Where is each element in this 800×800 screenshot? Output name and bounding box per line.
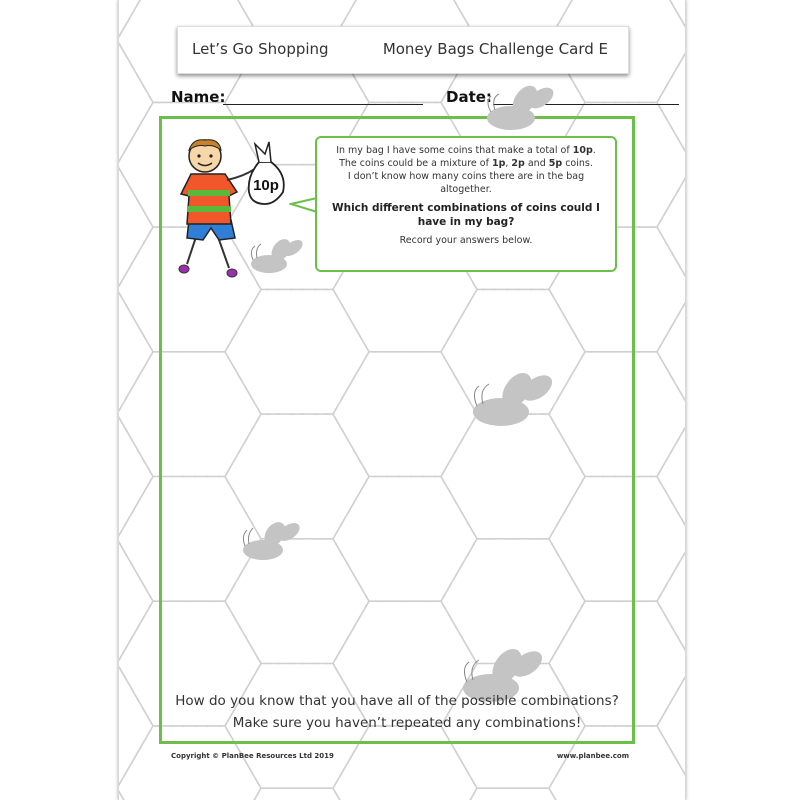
name-label: Name: xyxy=(171,88,226,106)
worksheet-page xyxy=(118,0,686,800)
honeycomb-cell xyxy=(657,539,685,664)
title-banner xyxy=(177,26,629,74)
coins-text: The coins could be a mixture of xyxy=(339,158,492,169)
coin-1p: 1p xyxy=(491,158,506,169)
separator: and xyxy=(524,158,549,169)
bee-icon xyxy=(465,370,555,436)
problem-line-unknown: I don’t know how many coins there are in the bag altogether. xyxy=(347,171,585,195)
name-field[interactable] xyxy=(223,104,423,105)
copyright-notice: Copyright © PlanBee Resources Ltd 2019 xyxy=(171,752,334,760)
honeycomb-cell xyxy=(225,788,369,800)
problem-speech-bubble xyxy=(315,136,617,272)
separator: , xyxy=(505,158,512,169)
honeycomb-cell xyxy=(657,289,685,414)
reflection-question-1: How do you know that you have all of the possible combinations? xyxy=(175,693,619,709)
problem-question: Which different combinations of coins could I have in my bag? xyxy=(332,202,600,228)
honeycomb-cell xyxy=(657,40,685,165)
bag-amount-label: 10p xyxy=(253,177,279,194)
date-label: Date: xyxy=(446,88,492,106)
bee-icon xyxy=(481,82,557,138)
total-amount: 10p xyxy=(572,145,593,156)
honeycomb-cell xyxy=(657,165,685,290)
reflection-questions xyxy=(159,690,635,734)
honeycomb-cell xyxy=(119,40,153,165)
honeycomb-cell xyxy=(119,788,153,800)
honeycomb-cell xyxy=(119,664,153,789)
honeycomb-cell xyxy=(657,414,685,539)
challenge-card-title: Money Bags Challenge Card E xyxy=(382,40,608,58)
problem-line-coins xyxy=(327,157,605,170)
problem-line-total xyxy=(327,144,605,157)
honeycomb-cell xyxy=(119,165,153,290)
bee-icon xyxy=(237,520,301,566)
worksheet-title: Let’s Go Shopping xyxy=(192,40,329,58)
record-instruction: Record your answers below. xyxy=(399,235,533,246)
honeycomb-cell xyxy=(657,664,685,789)
reflection-question-2: Make sure you haven’t repeated any combinations! xyxy=(232,715,582,731)
honeycomb-cell xyxy=(119,539,153,664)
bee-icon xyxy=(245,236,305,280)
honeycomb-cell xyxy=(657,788,685,800)
website-link[interactable]: www.planbee.com xyxy=(556,752,629,760)
honeycomb-cell xyxy=(441,788,585,800)
name-date-row xyxy=(171,88,641,108)
coin-5p: 5p xyxy=(548,158,563,169)
coin-2p: 2p xyxy=(511,158,525,169)
period: . xyxy=(592,145,596,156)
total-text: In my bag I have some coins that make a total of xyxy=(336,145,573,156)
honeycomb-cell xyxy=(119,414,153,539)
coins-suffix: coins. xyxy=(562,158,593,169)
honeycomb-cell xyxy=(119,289,153,414)
